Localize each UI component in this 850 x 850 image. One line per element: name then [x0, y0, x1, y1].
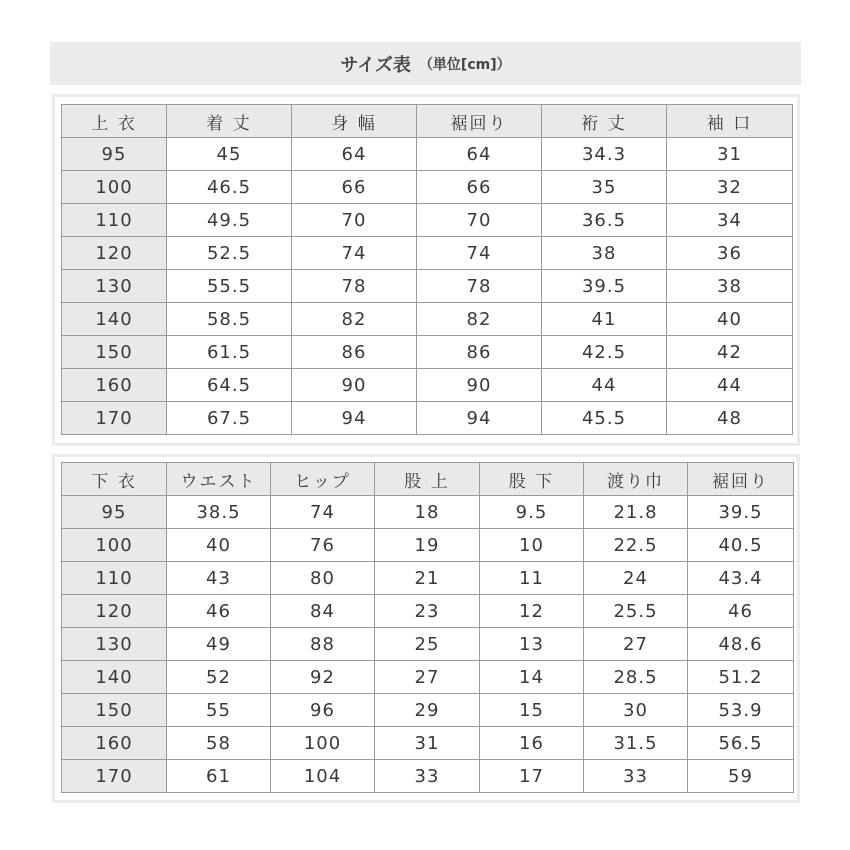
bottoms-measurement-cell: 53.9	[688, 694, 794, 727]
tops-measurement-cell: 74	[292, 237, 417, 270]
tops-measurement-cell: 66	[417, 171, 542, 204]
bottoms-measurement-cell: 88	[271, 628, 375, 661]
bottoms-table-body	[62, 496, 794, 793]
tops-measurement-cell: 45	[167, 138, 292, 171]
bottoms-measurement-cell: 24	[584, 562, 688, 595]
bottoms-measurement-cell: 74	[271, 496, 375, 529]
tops-measurement-cell: 31	[667, 138, 793, 171]
bottoms-size-label-cell: 160	[62, 727, 167, 760]
bottoms-table-row	[62, 661, 794, 694]
tops-table-row	[62, 171, 793, 204]
tops-measurement-cell: 34.3	[542, 138, 667, 171]
bottoms-measurement-cell: 27	[584, 628, 688, 661]
tops-size-label-cell: 110	[62, 204, 167, 237]
tops-measurement-cell: 70	[417, 204, 542, 237]
tops-measurement-cell: 49.5	[167, 204, 292, 237]
bottoms-measurement-cell: 61	[167, 760, 271, 793]
tops-header-cell: 袖 口	[667, 105, 793, 138]
bottoms-measurement-cell: 100	[271, 727, 375, 760]
bottoms-size-label-cell: 120	[62, 595, 167, 628]
tops-measurement-cell: 42	[667, 336, 793, 369]
tops-measurement-cell: 94	[292, 402, 417, 435]
tops-measurement-cell: 74	[417, 237, 542, 270]
bottoms-measurement-cell: 15	[480, 694, 584, 727]
tops-measurement-cell: 44	[542, 369, 667, 402]
bottoms-measurement-cell: 29	[375, 694, 480, 727]
bottoms-measurement-cell: 58	[167, 727, 271, 760]
bottoms-measurement-cell: 12	[480, 595, 584, 628]
bottoms-size-label-cell: 170	[62, 760, 167, 793]
bottoms-header-row	[62, 463, 794, 496]
bottoms-size-label-cell: 140	[62, 661, 167, 694]
tops-header-row	[62, 105, 793, 138]
bottoms-table-row	[62, 529, 794, 562]
bottoms-measurement-cell: 18	[375, 496, 480, 529]
bottoms-header-cell: 渡り巾	[584, 463, 688, 496]
bottoms-measurement-cell: 84	[271, 595, 375, 628]
bottoms-measurement-cell: 92	[271, 661, 375, 694]
tops-measurement-cell: 38	[667, 270, 793, 303]
bottoms-size-label-cell: 100	[62, 529, 167, 562]
tops-header-cell: 上 衣	[62, 105, 167, 138]
tops-measurement-cell: 64.5	[167, 369, 292, 402]
bottoms-table-row	[62, 628, 794, 661]
tops-size-label-cell: 150	[62, 336, 167, 369]
tops-table-row	[62, 204, 793, 237]
bottoms-measurement-cell: 17	[480, 760, 584, 793]
tops-measurement-cell: 48	[667, 402, 793, 435]
bottoms-measurement-cell: 52	[167, 661, 271, 694]
bottoms-table-row	[62, 760, 794, 793]
bottoms-measurement-cell: 13	[480, 628, 584, 661]
tops-size-label-cell: 95	[62, 138, 167, 171]
tops-size-label-cell: 100	[62, 171, 167, 204]
tops-table-row	[62, 138, 793, 171]
bottoms-measurement-cell: 40	[167, 529, 271, 562]
bottoms-measurement-cell: 38.5	[167, 496, 271, 529]
tops-measurement-cell: 64	[417, 138, 542, 171]
bottoms-measurement-cell: 43	[167, 562, 271, 595]
bottoms-measurement-cell: 21.8	[584, 496, 688, 529]
bottoms-measurement-cell: 49	[167, 628, 271, 661]
bottoms-measurement-cell: 27	[375, 661, 480, 694]
bottoms-measurement-cell: 21	[375, 562, 480, 595]
bottoms-measurement-cell: 23	[375, 595, 480, 628]
tops-table-row	[62, 237, 793, 270]
tops-measurement-cell: 61.5	[167, 336, 292, 369]
tops-table-row	[62, 336, 793, 369]
tops-measurement-cell: 58.5	[167, 303, 292, 336]
tops-measurement-cell: 35	[542, 171, 667, 204]
bottoms-header-cell: 股 上	[375, 463, 480, 496]
tops-measurement-cell: 64	[292, 138, 417, 171]
bottoms-measurement-cell: 33	[375, 760, 480, 793]
bottoms-measurement-cell: 25	[375, 628, 480, 661]
bottoms-table-row	[62, 727, 794, 760]
bottoms-measurement-cell: 59	[688, 760, 794, 793]
bottoms-measurement-cell: 31	[375, 727, 480, 760]
bottoms-header-cell: 下 衣	[62, 463, 167, 496]
tops-table-row	[62, 369, 793, 402]
tops-size-label-cell: 160	[62, 369, 167, 402]
tops-measurement-cell: 90	[417, 369, 542, 402]
tops-measurement-cell: 38	[542, 237, 667, 270]
tops-measurement-cell: 36.5	[542, 204, 667, 237]
bottoms-table-row	[62, 595, 794, 628]
tops-table-row	[62, 402, 793, 435]
tops-measurement-cell: 67.5	[167, 402, 292, 435]
tops-header-cell: 裄 丈	[542, 105, 667, 138]
size-chart-title: サイズ表	[340, 54, 411, 76]
bottoms-measurement-cell: 104	[271, 760, 375, 793]
tops-size-label-cell: 140	[62, 303, 167, 336]
tops-measurement-cell: 41	[542, 303, 667, 336]
bottoms-size-label-cell: 150	[62, 694, 167, 727]
bottoms-measurement-cell: 30	[584, 694, 688, 727]
bottoms-measurement-cell: 22.5	[584, 529, 688, 562]
bottoms-measurement-cell: 80	[271, 562, 375, 595]
bottoms-size-label-cell: 130	[62, 628, 167, 661]
tops-measurement-cell: 52.5	[167, 237, 292, 270]
tops-header-cell: 身 幅	[292, 105, 417, 138]
tops-header-cell: 着 丈	[167, 105, 292, 138]
tops-size-table	[61, 104, 793, 435]
bottoms-table-row	[62, 562, 794, 595]
tops-measurement-cell: 86	[417, 336, 542, 369]
tops-measurement-cell: 44	[667, 369, 793, 402]
tops-table-row	[62, 270, 793, 303]
tops-measurement-cell: 82	[292, 303, 417, 336]
tops-measurement-cell: 82	[417, 303, 542, 336]
bottoms-table-row	[62, 496, 794, 529]
bottoms-header-cell: 裾回り	[688, 463, 794, 496]
bottoms-size-label-cell: 110	[62, 562, 167, 595]
tops-measurement-cell: 40	[667, 303, 793, 336]
bottoms-measurement-cell: 56.5	[688, 727, 794, 760]
bottoms-measurement-cell: 43.4	[688, 562, 794, 595]
tops-measurement-cell: 32	[667, 171, 793, 204]
tops-measurement-cell: 70	[292, 204, 417, 237]
bottoms-measurement-cell: 28.5	[584, 661, 688, 694]
bottoms-measurement-cell: 11	[480, 562, 584, 595]
bottoms-size-panel	[52, 454, 800, 803]
tops-measurement-cell: 42.5	[542, 336, 667, 369]
tops-measurement-cell: 66	[292, 171, 417, 204]
tops-measurement-cell: 86	[292, 336, 417, 369]
tops-measurement-cell: 90	[292, 369, 417, 402]
bottoms-header-cell: 股 下	[480, 463, 584, 496]
tops-measurement-cell: 78	[292, 270, 417, 303]
tops-measurement-cell: 34	[667, 204, 793, 237]
tops-measurement-cell: 94	[417, 402, 542, 435]
bottoms-measurement-cell: 40.5	[688, 529, 794, 562]
tops-header-cell: 裾回り	[417, 105, 542, 138]
tops-measurement-cell: 55.5	[167, 270, 292, 303]
bottoms-measurement-cell: 19	[375, 529, 480, 562]
bottoms-measurement-cell: 10	[480, 529, 584, 562]
bottoms-measurement-cell: 14	[480, 661, 584, 694]
tops-measurement-cell: 39.5	[542, 270, 667, 303]
tops-table-row	[62, 303, 793, 336]
tops-size-label-cell: 130	[62, 270, 167, 303]
bottoms-measurement-cell: 55	[167, 694, 271, 727]
bottoms-measurement-cell: 76	[271, 529, 375, 562]
tops-measurement-cell: 36	[667, 237, 793, 270]
bottoms-header-cell: ウエスト	[167, 463, 271, 496]
tops-measurement-cell: 46.5	[167, 171, 292, 204]
bottoms-size-label-cell: 95	[62, 496, 167, 529]
bottoms-measurement-cell: 31.5	[584, 727, 688, 760]
bottoms-measurement-cell: 46	[167, 595, 271, 628]
size-chart-title-bar	[50, 42, 801, 85]
bottoms-measurement-cell: 33	[584, 760, 688, 793]
tops-size-label-cell: 120	[62, 237, 167, 270]
bottoms-measurement-cell: 25.5	[584, 595, 688, 628]
bottoms-size-table	[61, 462, 794, 793]
bottoms-measurement-cell: 39.5	[688, 496, 794, 529]
bottoms-header-cell: ヒップ	[271, 463, 375, 496]
bottoms-measurement-cell: 16	[480, 727, 584, 760]
tops-measurement-cell: 78	[417, 270, 542, 303]
bottoms-measurement-cell: 9.5	[480, 496, 584, 529]
tops-measurement-cell: 45.5	[542, 402, 667, 435]
bottoms-measurement-cell: 48.6	[688, 628, 794, 661]
tops-size-panel	[52, 94, 800, 446]
tops-size-label-cell: 170	[62, 402, 167, 435]
bottoms-table-row	[62, 694, 794, 727]
bottoms-measurement-cell: 51.2	[688, 661, 794, 694]
size-chart-unit: （単位[cm]）	[418, 56, 511, 73]
tops-table-body	[62, 138, 793, 435]
bottoms-measurement-cell: 46	[688, 595, 794, 628]
bottoms-measurement-cell: 96	[271, 694, 375, 727]
